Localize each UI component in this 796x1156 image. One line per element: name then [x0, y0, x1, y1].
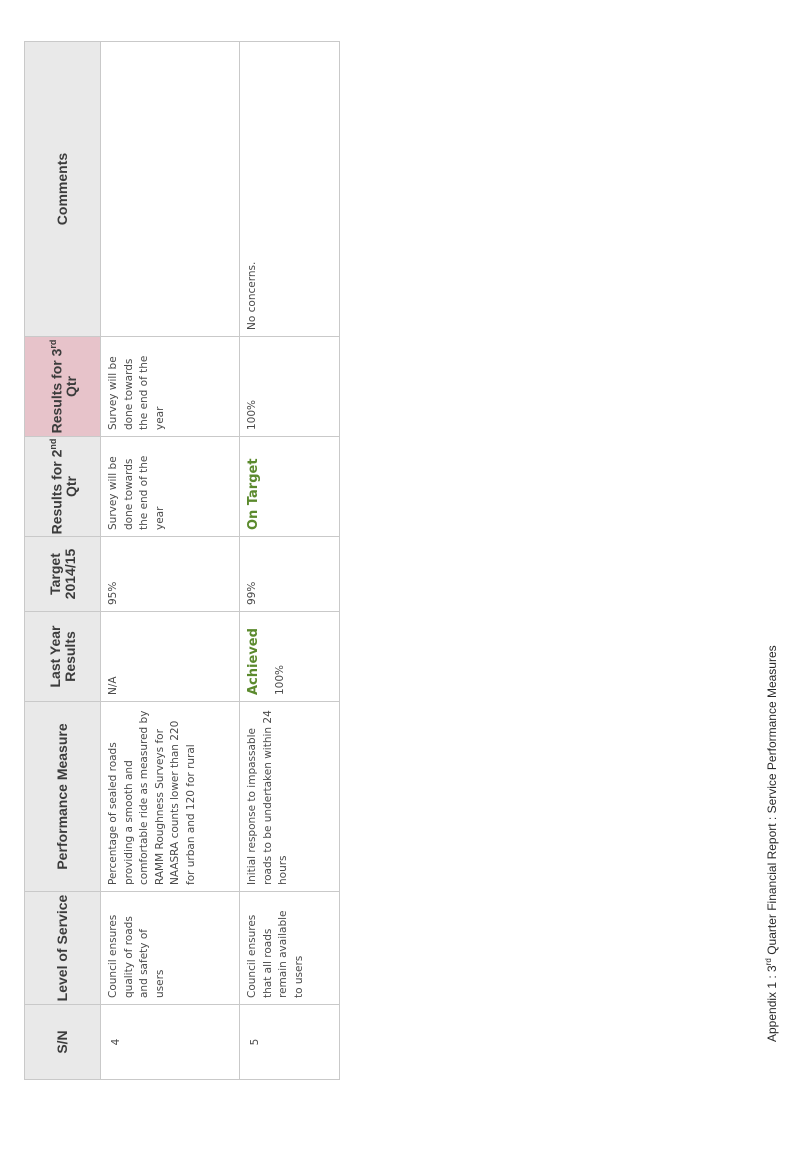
cell-q3: 100% — [240, 337, 340, 437]
cell-comments — [101, 42, 240, 337]
cell-last-year — [240, 612, 340, 702]
cell-level: Council ensures quality of roads and safety of users — [101, 892, 240, 1005]
cell-sn: 5 — [240, 1005, 340, 1080]
status-achieved: Achieved — [246, 628, 261, 695]
header-level-of-service: Level of Service — [25, 892, 101, 1005]
cell-comments: No concerns. — [240, 42, 340, 337]
cell-last-year: N/A — [101, 612, 240, 702]
cell-q2: Survey will be done towards the end of the year — [101, 437, 240, 537]
header-target: Target 2014/15 — [25, 537, 101, 612]
cell-q3: Survey will be done towards the end of the year — [101, 337, 240, 437]
performance-measures-table — [24, 41, 340, 1080]
header-results-q2: Results for 2nd Qtr — [25, 437, 101, 537]
cell-measure: Initial response to impassable roads to be undertaken within 24 hours — [240, 702, 340, 892]
cell-target: 99% — [240, 537, 340, 612]
table-row — [101, 42, 240, 1080]
table-row — [240, 42, 340, 1080]
cell-level: Council ensures that all roads remain available to users — [240, 892, 340, 1005]
header-comments: Comments — [25, 42, 101, 337]
cell-target: 95% — [101, 537, 240, 612]
header-performance-measure: Performance Measure — [25, 702, 101, 892]
last-year-value: 100% — [274, 664, 286, 695]
status-on-target: On Target — [246, 458, 261, 530]
header-sn: S/N — [25, 1005, 101, 1080]
cell-sn: 4 — [101, 1005, 240, 1080]
page-footer: Appendix 1 : 3rd Quarter Financial Report : Service Performance Measures — [764, 645, 779, 1042]
rotated-page — [24, 42, 336, 1080]
cell-measure: Percentage of sealed roads providing a smooth and comfortable ride as measured by RAMM Roughness Surveys for NAASRA counts lower than 220 for urban and 120 for rural — [101, 702, 240, 892]
header-row — [25, 42, 101, 1080]
cell-q2 — [240, 437, 340, 537]
header-last-year-results: Last Year Results — [25, 612, 101, 702]
header-results-q3: Results for 3rd Qtr — [25, 337, 101, 437]
